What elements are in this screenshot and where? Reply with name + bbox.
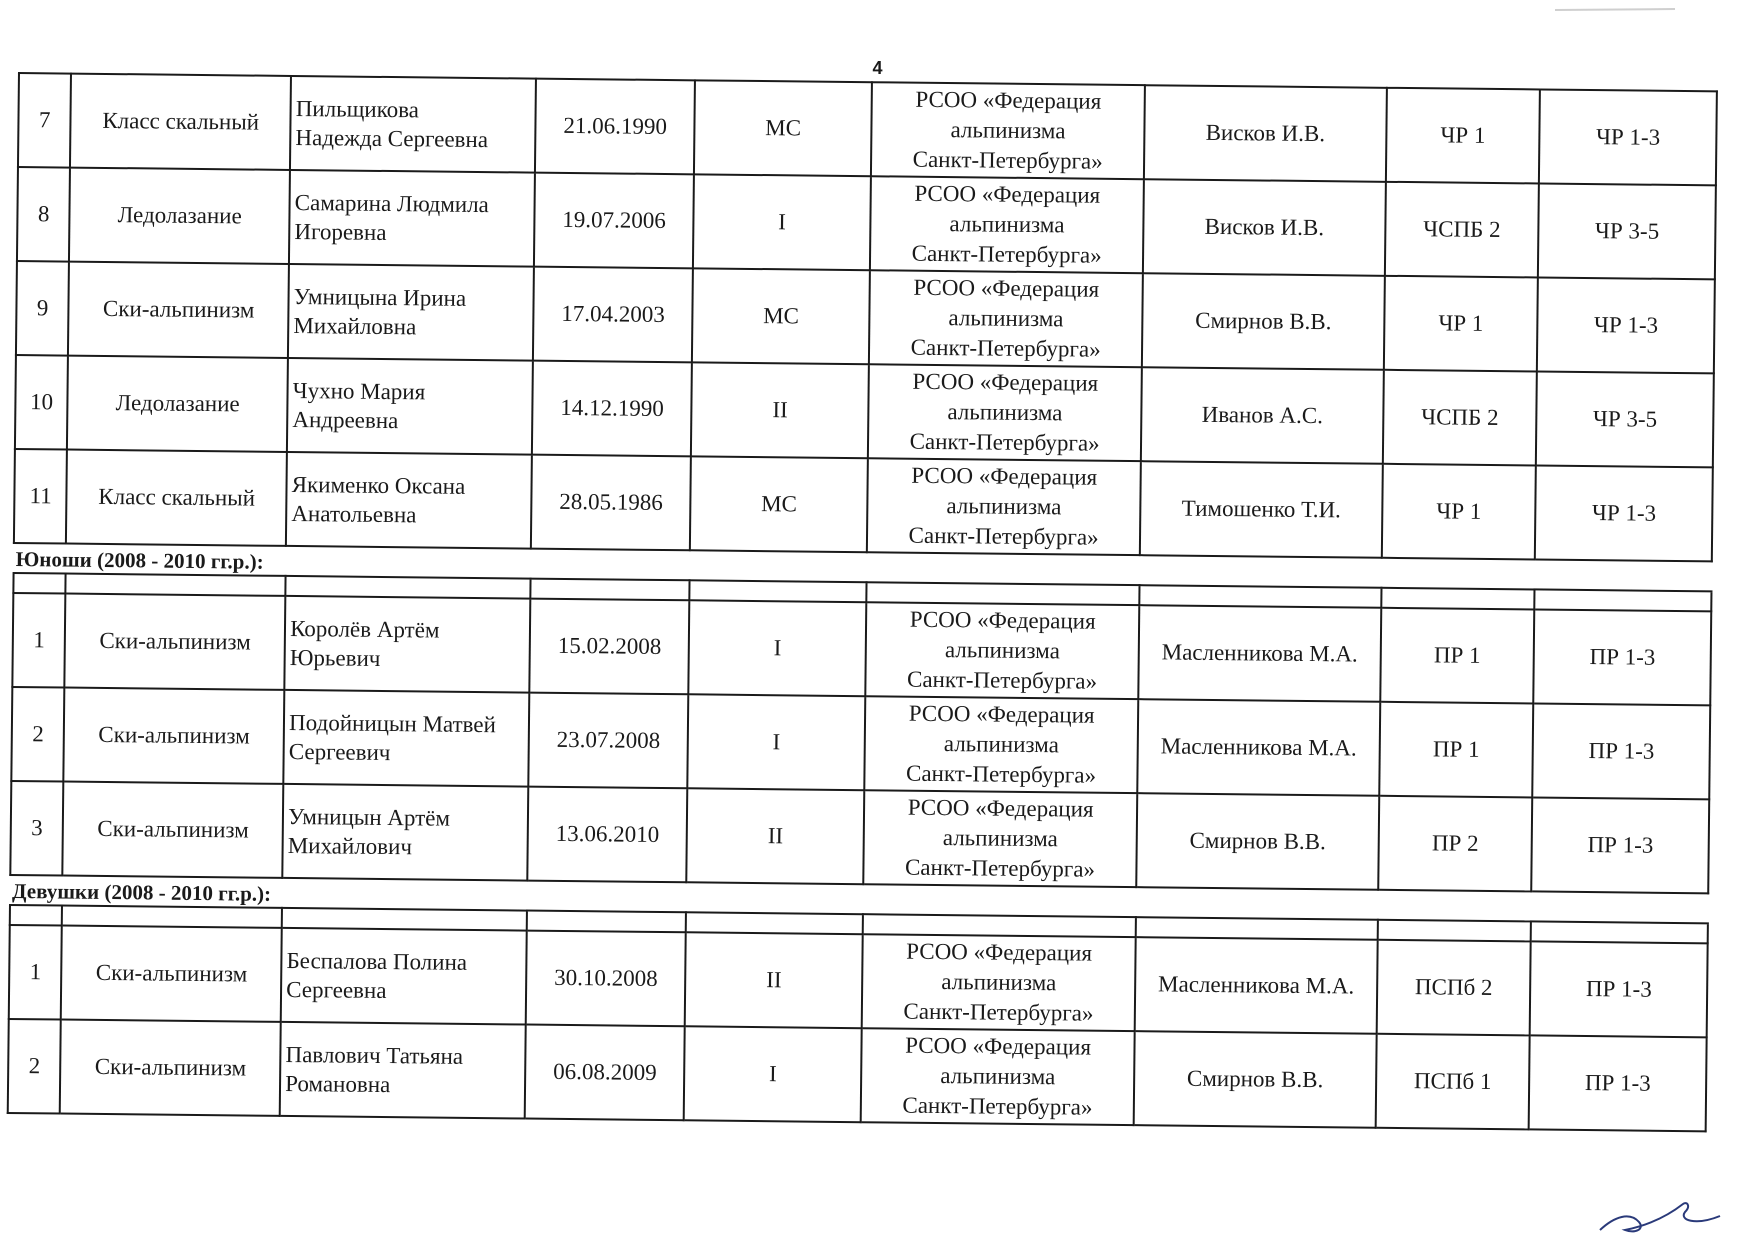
row-number: 1: [9, 925, 62, 1020]
athlete-name-cell-line: Михайлович: [287, 832, 413, 860]
birth-date-cell: 30.10.2008: [526, 931, 686, 1027]
athlete-name-cell-line: Подойницын Матвей: [288, 709, 497, 738]
row-number: 2: [11, 687, 64, 782]
discipline-cell: Ледолазание: [67, 356, 288, 452]
section-heading: Девушки (2008 - 2010 гг.р.):: [10, 875, 1708, 923]
goal-cell: ЧР 3-5: [1538, 183, 1716, 279]
organization-cell-line: Санкт-Петербурга»: [902, 1092, 1093, 1120]
scan-edge-mark: [1555, 0, 1675, 6]
result-cell: ПР 1: [1380, 608, 1535, 704]
organization-cell-line: РСОО «Федерация: [906, 938, 1093, 966]
page-number: 4: [872, 58, 883, 78]
result-cell: ЧСПБ 2: [1383, 370, 1538, 466]
table-row: [9, 925, 1708, 1037]
organization-cell-line: Санкт-Петербурга»: [908, 522, 1099, 550]
spacer-cell: [1136, 917, 1378, 940]
organization-cell-line: альпинизма: [943, 731, 1059, 758]
athlete-name-cell-line: Беспалова Полина: [286, 947, 468, 975]
coach-cell: Смирнов В.В.: [1134, 1031, 1376, 1128]
row-number: 8: [17, 167, 70, 262]
result-cell: ПР 2: [1378, 796, 1533, 892]
spacer-cell: [286, 576, 531, 599]
discipline-cell: Ледолазание: [69, 168, 290, 264]
athlete-name-cell: [280, 1022, 526, 1119]
organization-cell-line: Санкт-Петербурга»: [904, 854, 1096, 882]
athlete-name-cell-line: Королёв Артём: [290, 615, 440, 643]
organization-cell: [861, 1028, 1135, 1125]
discipline-cell: Ски-альпинизм: [68, 262, 289, 358]
table-row: [14, 449, 1713, 561]
discipline-cell: Ски-альпинизм: [61, 926, 282, 1022]
table-row: [17, 167, 1716, 279]
spacer-cell: [62, 906, 282, 928]
organization-cell-line: альпинизма: [949, 211, 1065, 238]
row-number: 7: [18, 73, 71, 168]
coach-cell: Масленникова М.А.: [1139, 605, 1381, 702]
athlete-name-cell: [289, 170, 535, 267]
organization-cell-line: альпинизма: [948, 305, 1064, 332]
table-row: [15, 355, 1714, 467]
row-number: 1: [12, 593, 65, 688]
athlete-name-cell: [281, 928, 527, 1025]
sport-rank-cell: МС: [692, 268, 870, 364]
athlete-name-cell: [290, 76, 536, 173]
birth-date-cell: 15.02.2008: [529, 599, 689, 695]
spacer-cell: [1381, 588, 1535, 610]
row-number: 3: [10, 781, 63, 876]
athlete-name-cell-line: Умницын Артём: [287, 803, 451, 831]
birth-date-cell: 06.08.2009: [525, 1025, 685, 1121]
coach-cell: Иванов А.С.: [1141, 367, 1383, 464]
athlete-name-cell-line: Юрьевич: [289, 644, 381, 671]
organization-cell: [865, 602, 1139, 699]
spacer-cell: [1531, 921, 1708, 943]
coach-cell: Масленникова М.А.: [1135, 937, 1377, 1034]
coach-cell: Смирнов В.В.: [1136, 793, 1378, 890]
organization-cell-line: РСОО «Федерация: [914, 180, 1101, 208]
spacer-cell: [66, 574, 286, 596]
birth-date-cell: 17.04.2003: [533, 267, 693, 363]
sport-rank-cell: I: [693, 174, 871, 270]
discipline-cell: Ски-альпинизм: [64, 688, 285, 784]
coach-cell: Тимошенко Т.И.: [1140, 461, 1382, 558]
table-row: [10, 781, 1709, 893]
row-number: 11: [14, 449, 67, 544]
goal-cell: ЧР 1-3: [1537, 277, 1715, 373]
athlete-name-cell: [287, 358, 533, 455]
sport-rank-cell: II: [687, 788, 865, 884]
sport-rank-cell: I: [684, 1026, 862, 1122]
birth-date-cell: 21.06.1990: [535, 79, 695, 175]
coach-cell: Масленникова М.А.: [1138, 699, 1380, 796]
athlete-name-cell-line: Сергеевна: [286, 976, 387, 1004]
organization-cell-line: альпинизма: [942, 825, 1058, 852]
table-row: [16, 261, 1715, 373]
organization-cell: [869, 270, 1143, 367]
spacer-cell: [1140, 585, 1382, 608]
sport-rank-cell: МС: [690, 456, 868, 552]
athlete-name-cell-line: Михайловна: [293, 312, 417, 340]
athlete-name-cell-line: Игоревна: [294, 219, 387, 245]
sport-rank-cell: II: [691, 362, 869, 458]
organization-cell-line: альпинизма: [941, 969, 1057, 996]
goal-cell: ПР 1-3: [1533, 703, 1711, 799]
athlete-name-cell-line: Самарина Людмила: [294, 190, 489, 218]
discipline-cell: Ски-альпинизм: [60, 1020, 281, 1116]
organization-cell-line: Санкт-Петербурга»: [912, 146, 1103, 174]
spacer-cell: [530, 579, 690, 601]
table-row: [8, 1019, 1707, 1131]
coach-cell: Висков И.В.: [1143, 179, 1385, 276]
row-number: 9: [16, 261, 69, 356]
organization-cell-line: Санкт-Петербурга»: [903, 998, 1094, 1026]
spacer-cell: [690, 580, 867, 602]
organization-cell-line: Санкт-Петербурга»: [905, 760, 1097, 788]
discipline-cell: Ски-альпинизм: [65, 594, 286, 690]
athlete-name-cell-line: Надежда Сергеевна: [295, 125, 489, 153]
spacer-cell: [686, 912, 863, 934]
goal-cell: ПР 1-3: [1532, 797, 1710, 893]
organization-cell-line: РСОО «Федерация: [915, 86, 1102, 114]
goal-cell: ПР 1-3: [1530, 941, 1708, 1037]
spacer-cell: [282, 908, 527, 931]
athlete-name-cell: [286, 452, 532, 549]
discipline-cell: Ски-альпинизм: [63, 782, 284, 878]
table-row: [18, 73, 1717, 185]
athlete-name-cell: [283, 690, 529, 787]
row-number: 10: [15, 355, 68, 450]
spacer-cell: [10, 905, 63, 926]
organization-cell-line: РСОО «Федерация: [908, 700, 1095, 728]
organization-cell-line: РСОО «Федерация: [909, 606, 1096, 634]
athlete-name-cell-line: Сергеевич: [288, 738, 391, 766]
organization-cell-line: РСОО «Федерация: [912, 368, 1099, 396]
organization-cell-line: РСОО «Федерация: [911, 462, 1098, 490]
athlete-name-cell-line: Анатольевна: [291, 500, 417, 528]
goal-cell: ЧР 3-5: [1536, 371, 1714, 467]
organization-cell-line: альпинизма: [944, 637, 1061, 664]
organization-cell: [871, 82, 1145, 179]
goal-cell: ЧР 1-3: [1535, 465, 1713, 561]
organization-cell: [864, 696, 1138, 793]
athlete-name-cell-line: Умницына Ирина: [293, 283, 467, 311]
birth-date-cell: 23.07.2008: [528, 693, 688, 789]
result-cell: ПСПб 1: [1375, 1034, 1530, 1130]
sport-rank-cell: МС: [694, 80, 872, 176]
organization-cell-line: РСОО «Федерация: [907, 794, 1094, 822]
discipline-cell: Класс скальный: [70, 74, 291, 170]
sport-rank-cell: II: [685, 932, 863, 1028]
spacer-cell: [13, 573, 66, 594]
organization-cell-line: альпинизма: [946, 493, 1062, 520]
organization-cell-line: Санкт-Петербурга»: [911, 240, 1102, 268]
organization-cell-line: альпинизма: [940, 1063, 1056, 1090]
table-row: [12, 593, 1711, 705]
coach-cell: Висков И.В.: [1144, 85, 1386, 182]
athlete-name-cell-line: Павлович Татьяна: [285, 1041, 464, 1069]
athlete-name-cell: [284, 596, 530, 693]
organization-cell-line: Санкт-Петербурга»: [910, 334, 1101, 362]
goal-cell: ПР 1-3: [1534, 609, 1712, 705]
athlete-name-cell-line: Романовна: [285, 1070, 391, 1098]
birth-date-cell: 28.05.1986: [531, 455, 691, 551]
athlete-name-cell-line: Чухно Мария: [292, 377, 426, 405]
result-cell: ЧР 1: [1386, 88, 1541, 184]
spacer-cell: [527, 911, 687, 933]
organization-cell-line: Санкт-Петербурга»: [909, 428, 1100, 456]
discipline-cell: Класс скальный: [66, 450, 287, 546]
coach-cell: Смирнов В.В.: [1142, 273, 1384, 370]
goal-cell: ПР 1-3: [1529, 1035, 1707, 1131]
organization-cell: [870, 176, 1144, 273]
organization-cell-line: альпинизма: [950, 117, 1066, 144]
organization-cell-line: Санкт-Петербурга»: [906, 666, 1098, 694]
goal-cell: ЧР 1-3: [1539, 89, 1717, 185]
organization-cell: [862, 934, 1136, 1031]
result-cell: ЧР 1: [1381, 464, 1536, 560]
table-row: [11, 687, 1710, 799]
birth-date-cell: 14.12.1990: [532, 361, 692, 457]
athlete-name-cell: [288, 264, 534, 361]
result-cell: ЧР 1: [1384, 276, 1539, 372]
sport-rank-cell: I: [689, 600, 867, 696]
organization-cell: [868, 364, 1142, 461]
athlete-name-cell-line: Андреевна: [292, 406, 399, 434]
roster-sheet: [7, 72, 1718, 1132]
row-number: 2: [8, 1019, 61, 1114]
spacer-cell: [1535, 589, 1712, 611]
athlete-name-cell-line: Пильщикова: [295, 96, 420, 123]
organization-cell: [863, 790, 1137, 887]
result-cell: ПСПб 2: [1376, 940, 1531, 1036]
organization-cell-line: РСОО «Федерация: [905, 1032, 1092, 1060]
sport-rank-cell: I: [688, 694, 866, 790]
organization-cell: [867, 458, 1141, 555]
result-cell: ЧСПБ 2: [1385, 182, 1540, 278]
section-heading: Юноши (2008 - 2010 гг.р.):: [14, 543, 1712, 591]
athlete-roster-table: [7, 72, 1718, 1132]
result-cell: ПР 1: [1379, 702, 1534, 798]
athlete-name-cell-line: Якименко Оксана: [291, 471, 466, 499]
athlete-name-cell: [282, 784, 528, 881]
organization-cell-line: РСОО «Федерация: [913, 274, 1100, 302]
organization-cell-line: альпинизма: [947, 399, 1063, 426]
birth-date-cell: 13.06.2010: [527, 787, 687, 883]
spacer-cell: [1377, 920, 1531, 942]
signature-icon: [1595, 1196, 1725, 1236]
birth-date-cell: 19.07.2006: [534, 173, 694, 269]
